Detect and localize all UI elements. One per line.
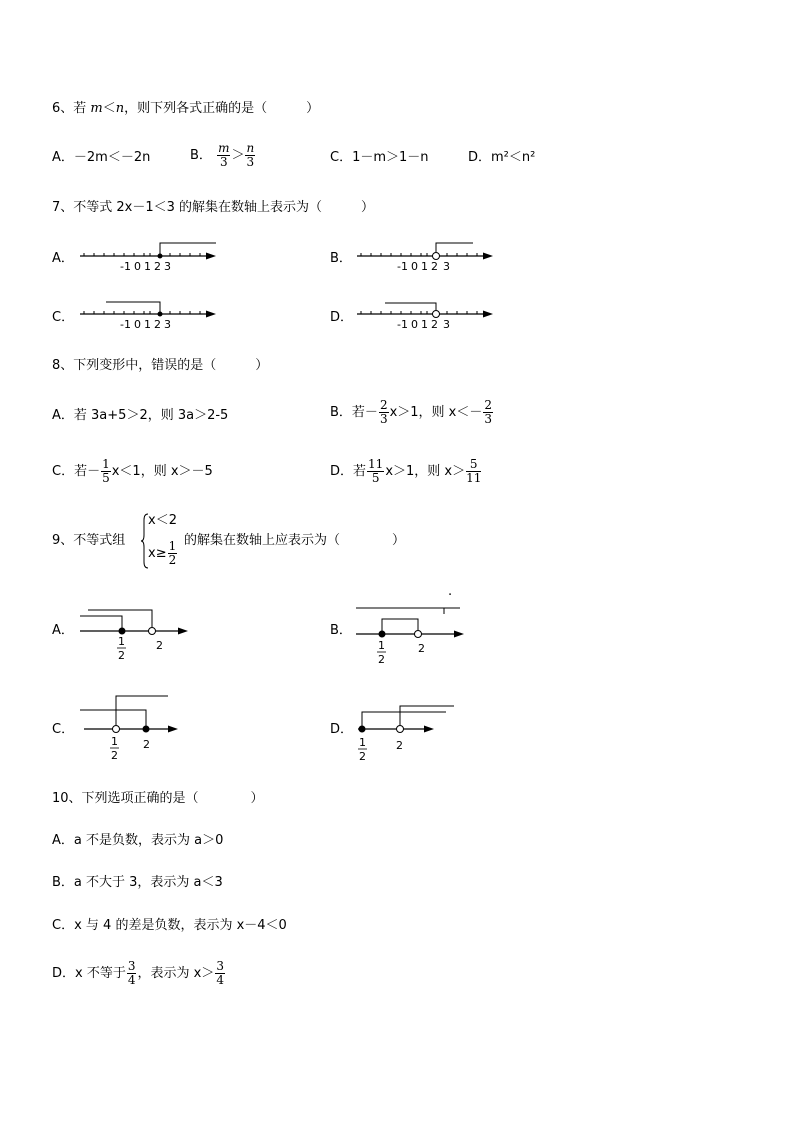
two-label: 2 (396, 739, 403, 752)
q9-numberline-d (358, 700, 462, 766)
half-num: 1 (359, 736, 366, 749)
q9-system-line1: x＜2 (148, 513, 177, 528)
q8-option-d[interactable]: D．若 $\frac{11}{5}$ x＞1，则 x＞ $\frac{5}{11}$ (330, 457, 482, 485)
tick-label: 0 (134, 318, 141, 331)
q6-option-a[interactable]: A．－2m＜－2n (52, 150, 151, 165)
tick-label: 3 (164, 260, 171, 273)
q9-system-line2: x≥ $\frac{1}{2}$ (148, 539, 177, 567)
tick-label: -1 (120, 318, 131, 331)
q9-option-a-label[interactable]: A． (52, 623, 74, 638)
q9-dot: . (448, 584, 453, 599)
tick-label: 1 (144, 318, 151, 331)
q9-option-d-label[interactable]: D． (330, 722, 354, 737)
half-den: 2 (118, 649, 125, 662)
two-label: 2 (156, 639, 163, 652)
tick-label: 0 (411, 318, 418, 331)
tick-label: 2 (154, 318, 161, 331)
q7-option-b-label[interactable]: B． (330, 251, 352, 266)
tick-label: 3 (443, 260, 450, 273)
q8-option-c[interactable]: C．若－ $\frac{1}{5}$ x＜1，则 x＞－5 (52, 457, 213, 485)
tick-label: 2 (154, 260, 161, 273)
tick-label: 2 (431, 318, 438, 331)
tick-label: 1 (144, 260, 151, 273)
q9-numberline-a (80, 605, 192, 661)
tick-label: 3 (443, 318, 450, 331)
q6-stem: 6、若 m＜n，则下列各式正确的是（ ） (52, 101, 320, 116)
q6-option-c[interactable]: C．1－m＞1－n (330, 150, 429, 165)
q7-option-c-label[interactable]: C． (52, 310, 75, 325)
q10-option-d[interactable]: D．x 不等于 $\frac{3}{4}$ ，表示为 x＞ $\frac{3}{4}$ (52, 959, 224, 987)
tick-label: 3 (164, 318, 171, 331)
q10-stem: 10、下列选项正确的是（ ） (52, 791, 264, 806)
half-den: 2 (359, 750, 366, 763)
half-num: 1 (118, 635, 125, 648)
q7-stem: 7、不等式 2x－1＜3 的解集在数轴上表示为（ ） (52, 200, 375, 215)
q9-numberline-c (80, 692, 192, 762)
tick-label: -1 (397, 318, 408, 331)
q6-option-b[interactable]: B． $\frac{m}{3}$ ＞ $\frac{n}{3}$ (190, 141, 255, 169)
q7-numberline-c (80, 296, 220, 332)
q7-numberline-b (357, 238, 497, 274)
q8-option-b[interactable]: B．若－ $\frac{2}{3}$ x＞1，则 x＜－ $\frac{2}{3}$ (330, 398, 493, 426)
two-label: 2 (143, 738, 150, 751)
tick-label: 1 (421, 260, 428, 273)
q9-stem-suffix: 的解集在数轴上应表示为（ ） (184, 533, 406, 548)
tick-label: -1 (397, 260, 408, 273)
q9-numberline-b (356, 605, 468, 665)
q6-option-d[interactable]: D．m²＜n² (468, 150, 536, 165)
q10-option-a[interactable]: A．a 不是负数，表示为 a＞0 (52, 833, 224, 848)
q9-stem-prefix: 9、不等式组 (52, 533, 126, 548)
half-num: 1 (111, 735, 118, 748)
q9-option-b-label[interactable]: B． (330, 623, 352, 638)
q9-option-c-label[interactable]: C． (52, 722, 75, 737)
tick-label: 0 (411, 260, 418, 273)
half-num: 1 (378, 639, 385, 652)
q7-option-a-label[interactable]: A． (52, 251, 74, 266)
q8-stem: 8、下列变形中，错误的是（ ） (52, 358, 269, 373)
tick-label: 1 (421, 318, 428, 331)
half-den: 2 (111, 749, 118, 762)
q7-numberline-a (80, 238, 220, 274)
tick-label: -1 (120, 260, 131, 273)
q8-option-a[interactable]: A．若 3a+5＞2，则 3a＞2-5 (52, 408, 229, 423)
tick-label: 2 (431, 260, 438, 273)
q7-numberline-d (357, 296, 497, 332)
q7-option-d-label[interactable]: D． (330, 310, 354, 325)
two-label: 2 (418, 642, 425, 655)
q10-option-b[interactable]: B．a 不大于 3，表示为 a＜3 (52, 875, 223, 890)
q10-option-c[interactable]: C．x 与 4 的差是负数，表示为 x－4＜0 (52, 918, 287, 933)
half-den: 2 (378, 653, 385, 666)
tick-label: 0 (134, 260, 141, 273)
